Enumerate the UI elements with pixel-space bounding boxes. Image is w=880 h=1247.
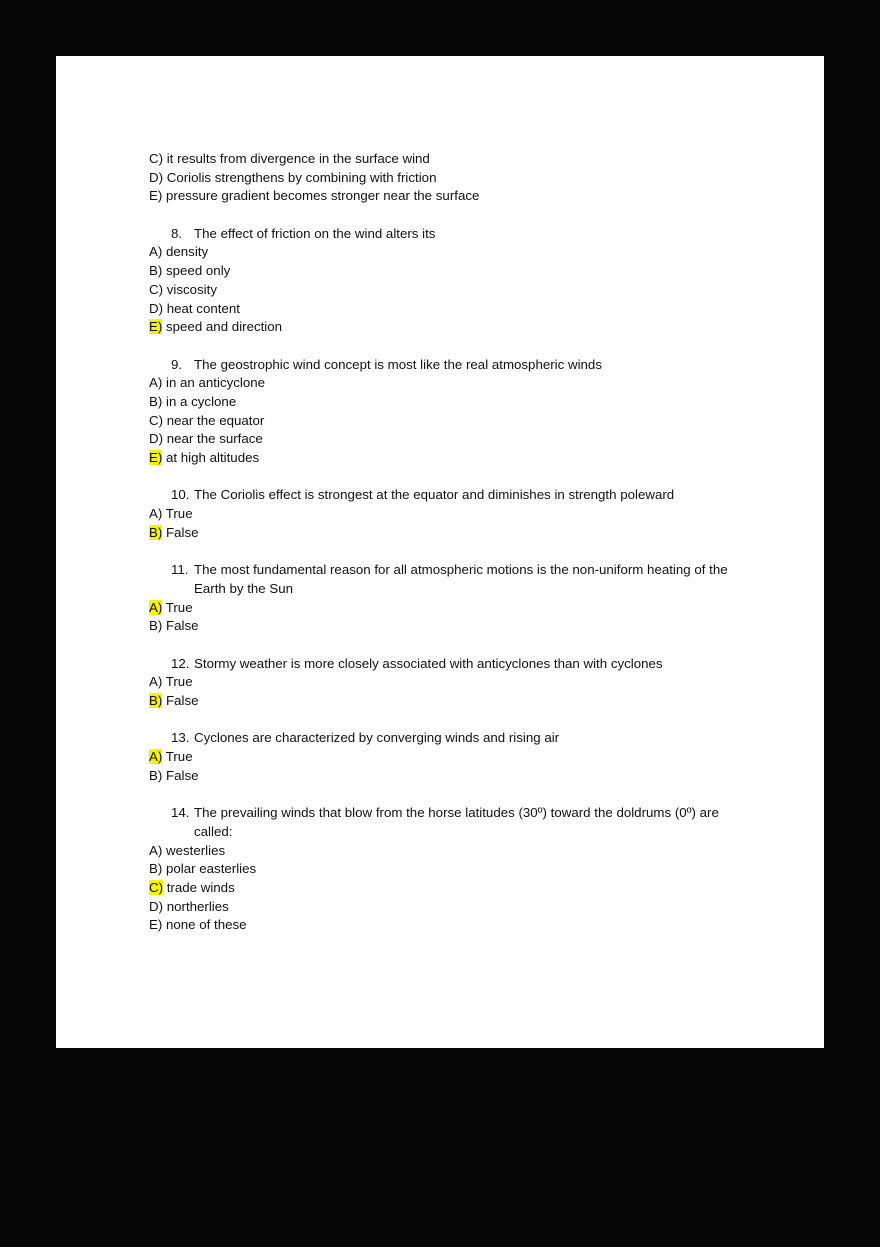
option-d	[149, 430, 789, 449]
spacer	[149, 542, 789, 561]
option-text: at high altitudes	[162, 450, 260, 465]
option-a-answer	[149, 748, 789, 767]
question-text: The Coriolis effect is strongest at the equator and diminishes in strength poleward	[194, 487, 675, 503]
highlighted-answer-letter: E)	[149, 319, 163, 335]
question-number: 12.	[171, 655, 190, 671]
option-letter: B)	[149, 393, 163, 409]
option-letter: C)	[149, 151, 164, 166]
option-letter: A)	[149, 506, 163, 522]
option-text: trade winds	[163, 879, 235, 895]
option-e-answer	[149, 318, 789, 337]
option-letter: A)	[149, 244, 163, 260]
highlighted-answer-letter: A)	[149, 749, 163, 765]
option-a	[149, 374, 789, 393]
question-number: 11.	[171, 562, 189, 578]
option-text: False	[162, 524, 199, 540]
option-a	[149, 842, 789, 861]
option-c	[149, 150, 789, 169]
option-letter: D)	[149, 898, 164, 914]
question-header	[149, 655, 789, 674]
option-text: it results from divergence in the surface wind	[163, 151, 430, 166]
option-b	[149, 617, 789, 636]
option-text: viscosity	[163, 281, 217, 297]
question-text: Cyclones are characterized by converging winds and rising air	[194, 730, 560, 746]
option-letter: C)	[149, 281, 164, 297]
option-letter: A)	[149, 375, 163, 391]
option-b	[149, 393, 789, 412]
option-letter: D)	[149, 169, 164, 185]
option-b-answer	[149, 692, 789, 711]
question-8	[149, 225, 789, 337]
option-d	[149, 898, 789, 917]
question-13	[149, 729, 789, 785]
question-11	[149, 561, 789, 636]
question-12	[149, 655, 789, 711]
option-text: pressure gradient becomes stronger near the surface	[162, 188, 480, 204]
question-header	[149, 804, 789, 841]
spacer	[149, 468, 789, 487]
option-a	[149, 673, 789, 692]
question-number: 8.	[171, 225, 183, 241]
question-10	[149, 486, 789, 542]
option-letter: D)	[149, 300, 164, 316]
option-letter: B)	[149, 618, 163, 634]
option-text: westerlies	[162, 842, 226, 858]
option-text: True	[162, 674, 193, 690]
continued-options	[149, 150, 789, 206]
option-d	[149, 300, 789, 319]
question-header	[149, 356, 789, 375]
question-14	[149, 804, 789, 935]
option-text: Coriolis strengthens by combining with friction	[163, 169, 437, 185]
option-text: False	[162, 618, 199, 634]
option-c-answer	[149, 879, 789, 898]
question-number: 14.	[171, 805, 190, 821]
question-header	[149, 225, 789, 244]
option-text: False	[162, 767, 199, 783]
option-letter: D)	[149, 431, 164, 447]
option-b	[149, 860, 789, 879]
question-number: 10.	[171, 487, 190, 503]
question-header	[149, 561, 789, 598]
option-e	[149, 916, 789, 935]
option-e-answer	[149, 449, 789, 468]
option-letter: B)	[149, 861, 163, 877]
document-page	[56, 56, 824, 1048]
highlighted-answer-letter: B)	[149, 692, 163, 708]
option-a-answer	[149, 599, 789, 618]
question-header	[149, 729, 789, 748]
option-text: none of these	[162, 917, 247, 933]
quiz-content	[149, 150, 789, 935]
option-text: in an anticyclone	[162, 375, 266, 391]
option-b	[149, 262, 789, 281]
spacer	[149, 337, 789, 356]
option-c	[149, 412, 789, 431]
option-text: speed only	[162, 263, 231, 279]
option-e	[149, 187, 789, 206]
option-text: heat content	[163, 300, 240, 316]
option-letter: E)	[149, 188, 163, 204]
highlighted-answer-letter: A)	[149, 599, 163, 615]
spacer	[149, 206, 789, 225]
question-text: The geostrophic wind concept is most like the real atmospheric winds	[194, 356, 602, 372]
question-number: 13.	[171, 730, 190, 746]
question-number: 9.	[171, 356, 183, 372]
option-b	[149, 767, 789, 786]
question-header	[149, 486, 789, 505]
option-text: northerlies	[163, 898, 229, 914]
question-9	[149, 356, 789, 468]
option-text: polar easterlies	[162, 861, 257, 877]
highlighted-answer-letter: C)	[149, 879, 164, 895]
spacer	[149, 636, 789, 655]
option-b-answer	[149, 524, 789, 543]
option-text: in a cyclone	[162, 393, 237, 409]
option-text: near the equator	[163, 412, 265, 428]
option-text: near the surface	[163, 431, 263, 447]
option-c	[149, 281, 789, 300]
option-text: True	[162, 599, 193, 615]
question-text: The effect of friction on the wind alters its	[194, 225, 436, 241]
option-letter: B)	[149, 263, 163, 279]
question-text: The prevailing winds that blow from the horse latitudes (30º) toward the doldrums (0º) are called:	[194, 805, 719, 839]
option-a	[149, 505, 789, 524]
option-letter: E)	[149, 917, 163, 933]
option-text: False	[162, 692, 199, 708]
option-text: True	[162, 506, 193, 522]
option-text: True	[162, 749, 193, 765]
spacer	[149, 785, 789, 804]
option-letter: B)	[149, 767, 163, 783]
option-text: speed and direction	[162, 319, 283, 335]
highlighted-answer-letter: B)	[149, 524, 163, 540]
option-text: density	[162, 244, 209, 260]
highlighted-answer-letter: E)	[149, 450, 163, 465]
question-text: Stormy weather is more closely associated with anticyclones than with cyclones	[194, 655, 663, 671]
spacer	[149, 711, 789, 730]
option-a	[149, 243, 789, 262]
option-letter: C)	[149, 412, 164, 428]
question-text: The most fundamental reason for all atmospheric motions is the non-uniform heating of the Earth by the Sun	[194, 562, 728, 596]
option-letter: A)	[149, 674, 163, 690]
option-d	[149, 169, 789, 188]
option-letter: A)	[149, 842, 163, 858]
